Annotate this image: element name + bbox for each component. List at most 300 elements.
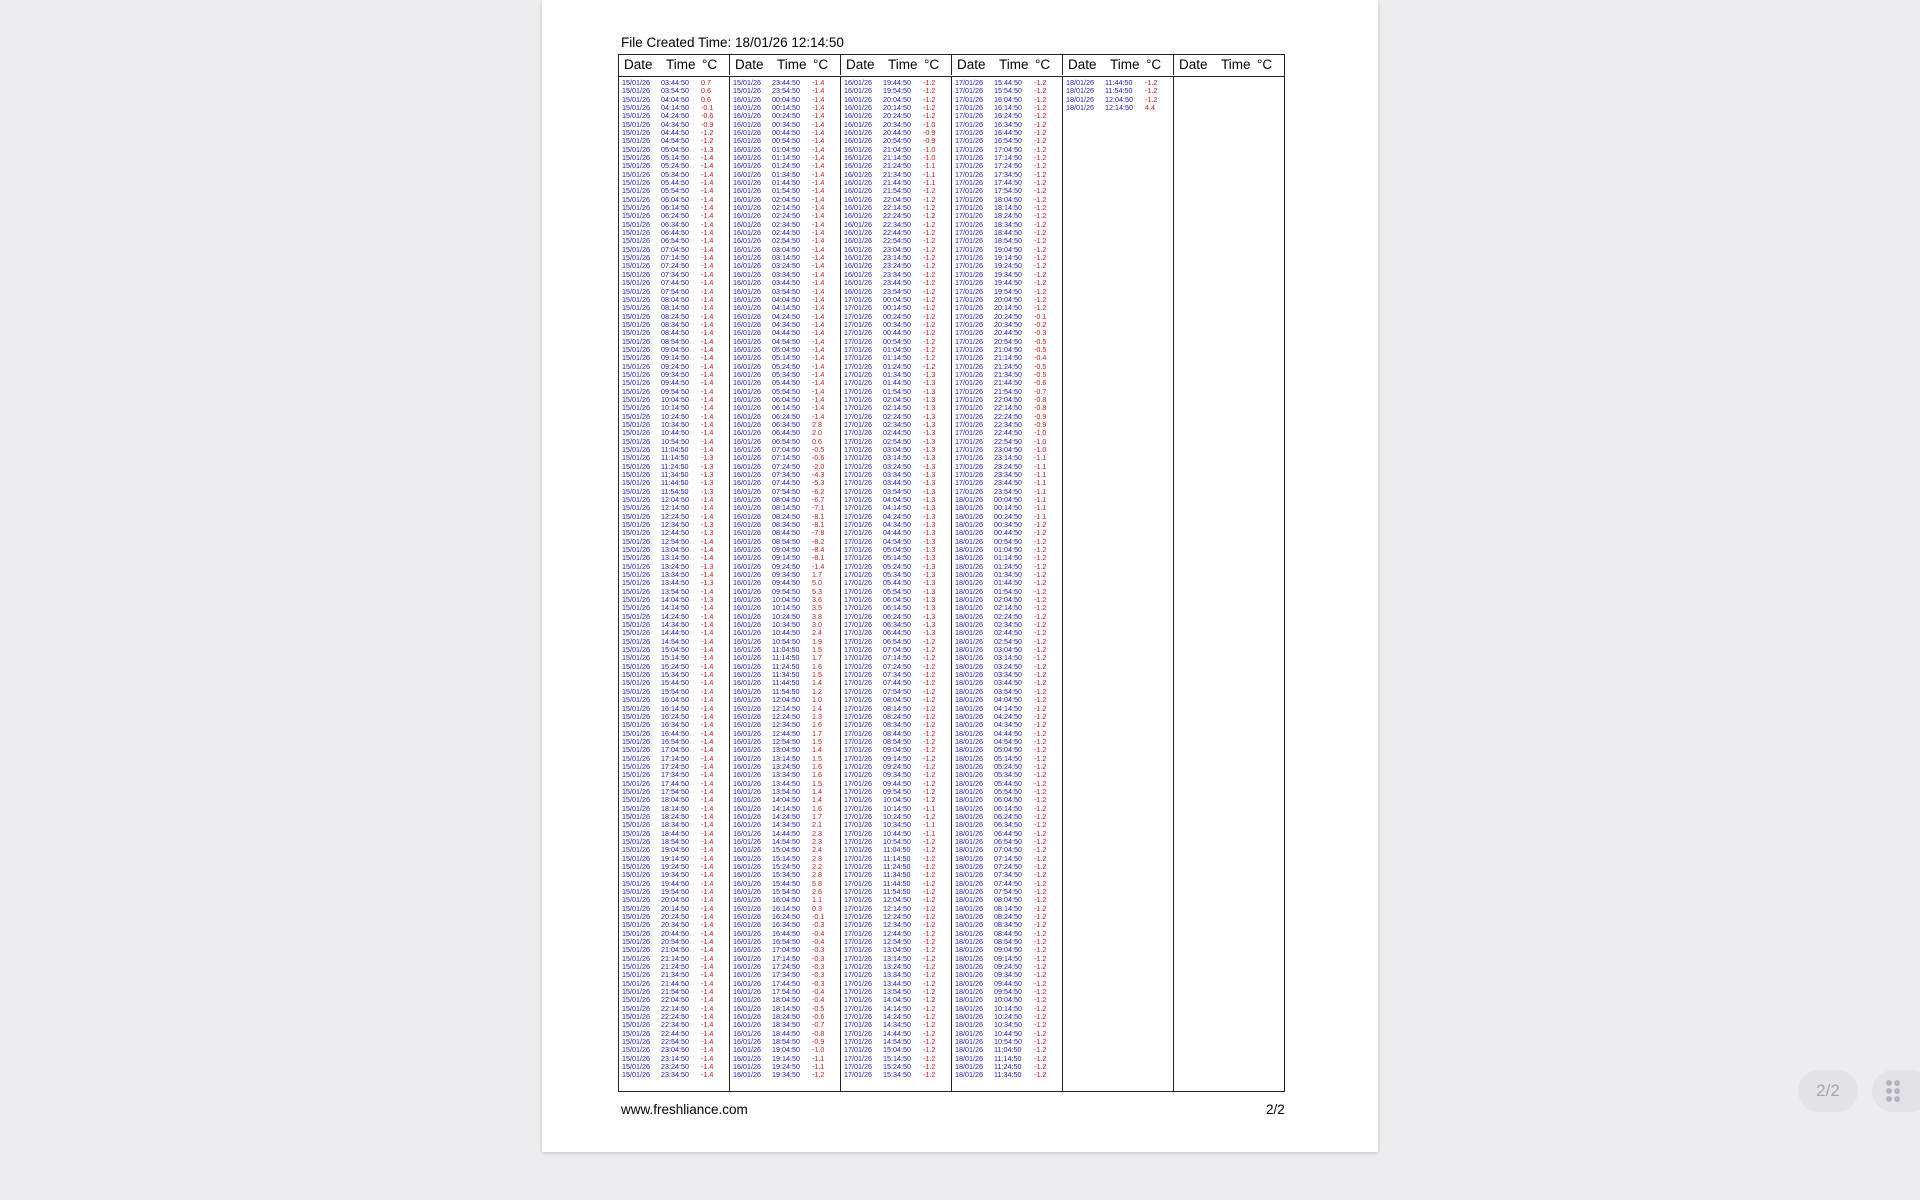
temperature-cell: -1.2 [923, 303, 936, 313]
time-cell: 14:34:50 [883, 1020, 911, 1030]
time-cell: 20:54:50 [994, 336, 1022, 346]
time-cell: 05:44:50 [661, 178, 689, 188]
date-cell: 15/01/26 [622, 528, 650, 538]
date-cell: 16/01/26 [733, 378, 761, 388]
temperature-cell: -0.5 [1034, 369, 1047, 379]
temperature-cell: -1.4 [701, 1062, 714, 1072]
temperature-cell: -1.2 [923, 670, 936, 680]
temperature-cell: -6.7 [812, 495, 825, 504]
temperature-cell: -1.3 [923, 595, 936, 605]
date-cell: 15/01/26 [622, 294, 650, 304]
date-cell: 16/01/26 [844, 78, 872, 87]
temperature-cell: -2.0 [812, 461, 825, 471]
date-cell: 16/01/26 [733, 344, 761, 354]
date-cell: 17/01/26 [844, 761, 872, 771]
temperature-cell: -1.1 [812, 1062, 825, 1072]
time-cell: 03:04:50 [772, 244, 800, 254]
time-cell: 16:34:50 [772, 920, 800, 930]
temperature-cell: -1.2 [1034, 753, 1047, 763]
temperature-cell: -1.3 [701, 469, 714, 479]
date-cell: 17/01/26 [955, 86, 983, 96]
time-cell: 09:14:50 [661, 353, 689, 363]
temperature-cell: -1.2 [1034, 194, 1047, 204]
date-cell: 18/01/26 [955, 903, 983, 913]
date-cell: 15/01/26 [622, 278, 650, 288]
time-cell: 12:34:50 [883, 920, 911, 930]
temperature-cell: -1.4 [701, 1003, 714, 1013]
time-cell: 18:24:50 [772, 1012, 800, 1022]
date-cell: 16/01/26 [844, 111, 872, 121]
date-cell: 18/01/26 [955, 595, 983, 605]
time-cell: 01:44:50 [994, 578, 1022, 588]
date-cell: 16/01/26 [733, 1045, 761, 1055]
temperature-cell: -1.3 [923, 444, 936, 454]
temperature-cell: -1.4 [812, 311, 825, 321]
date-cell: 16/01/26 [844, 219, 872, 229]
date-cell: 15/01/26 [622, 711, 650, 721]
time-cell: 04:34:50 [883, 520, 911, 530]
temperature-cell: -1.0 [923, 144, 936, 154]
temperature-cell: -1.2 [923, 194, 936, 204]
time-cell: 19:34:50 [661, 870, 689, 880]
temperature-cell: -1.4 [701, 253, 714, 263]
temperature-cell: -0.7 [812, 1020, 825, 1030]
time-cell: 02:54:50 [772, 236, 800, 246]
temperature-cell: -0.4 [812, 937, 825, 947]
temperature-cell: -1.2 [1034, 186, 1047, 196]
temperature-cell: -1.2 [1034, 103, 1047, 113]
date-cell: 15/01/26 [622, 1028, 650, 1038]
temperature-cell: -1.4 [701, 503, 714, 513]
temperature-cell: -1.2 [1034, 570, 1047, 580]
temperature-cell: -1.4 [701, 878, 714, 888]
time-cell: 12:14:50 [883, 903, 911, 913]
date-cell: 16/01/26 [733, 436, 761, 446]
time-cell: 13:54:50 [661, 586, 689, 596]
time-cell: 11:04:50 [772, 645, 800, 655]
temperature-cell: -0.5 [812, 1003, 825, 1013]
date-cell: 17/01/26 [955, 486, 983, 496]
temperature-cell: 1.7 [812, 728, 822, 738]
date-cell: 16/01/26 [733, 294, 761, 304]
date-cell: 16/01/26 [733, 94, 761, 104]
temperature-cell: -1.4 [812, 78, 825, 87]
date-cell: 15/01/26 [622, 319, 650, 329]
temperature-cell: -1.2 [923, 278, 936, 288]
time-cell: 13:24:50 [661, 561, 689, 571]
date-cell: 15/01/26 [622, 786, 650, 796]
time-cell: 15:14:50 [883, 1053, 911, 1063]
temperature-cell: -1.2 [923, 728, 936, 738]
temperature-cell: -1.4 [701, 611, 714, 621]
temperature-cell: -1.2 [1034, 953, 1047, 963]
temperature-cell: -0.5 [1034, 344, 1047, 354]
temperature-cell: -1.4 [701, 161, 714, 171]
time-cell: 21:24:50 [994, 361, 1022, 371]
temperature-cell: 2.0 [812, 428, 822, 438]
drag-handle-icon[interactable] [1872, 1070, 1920, 1112]
date-cell: 18/01/26 [955, 528, 983, 538]
time-cell: 08:54:50 [661, 336, 689, 346]
temperature-cell: -1.4 [812, 194, 825, 204]
date-cell: 16/01/26 [733, 645, 761, 655]
temperature-cell: -1.2 [1034, 136, 1047, 146]
date-cell: 15/01/26 [622, 770, 650, 780]
temperature-cell: -1.2 [923, 1012, 936, 1022]
time-cell: 05:14:50 [772, 353, 800, 363]
time-cell: 06:04:50 [772, 394, 800, 404]
temperature-cell: -1.3 [923, 603, 936, 613]
temperature-cell: -1.2 [1034, 970, 1047, 980]
time-cell: 10:24:50 [883, 811, 911, 821]
date-cell: 17/01/26 [844, 845, 872, 855]
date-cell: 15/01/26 [733, 86, 761, 96]
time-cell: 03:14:50 [994, 653, 1022, 663]
header-time: Time [888, 57, 918, 72]
date-cell: 16/01/26 [733, 311, 761, 321]
temperature-cell: -1.4 [812, 561, 825, 571]
temperature-cell: -0.5 [1034, 361, 1047, 371]
date-cell: 16/01/26 [733, 753, 761, 763]
date-cell: 18/01/26 [955, 686, 983, 696]
date-cell: 17/01/26 [844, 511, 872, 521]
date-cell: 17/01/26 [955, 269, 983, 279]
date-cell: 15/01/26 [733, 78, 761, 87]
temperature-cell: -1.4 [701, 178, 714, 188]
temperature-cell: -1.2 [1034, 286, 1047, 296]
date-cell: 16/01/26 [733, 695, 761, 705]
temperature-cell: -1.4 [812, 353, 825, 363]
date-cell: 18/01/26 [955, 811, 983, 821]
temperature-cell: -1.2 [923, 895, 936, 905]
date-cell: 17/01/26 [955, 319, 983, 329]
date-cell: 16/01/26 [733, 203, 761, 213]
date-cell: 16/01/26 [733, 403, 761, 413]
time-cell: 11:24:50 [772, 661, 800, 671]
temperature-cell: -1.4 [701, 836, 714, 846]
temperature-cell: -1.4 [812, 411, 825, 421]
date-cell: 18/01/26 [955, 795, 983, 805]
temperature-cell: -1.2 [1034, 278, 1047, 288]
temperature-cell: -1.2 [1034, 294, 1047, 304]
time-cell: 04:54:50 [772, 336, 800, 346]
temperature-cell: -1.2 [1034, 686, 1047, 696]
date-cell: 15/01/26 [622, 186, 650, 196]
temperature-cell: -1.3 [923, 411, 936, 421]
time-cell: 11:14:50 [883, 853, 911, 863]
time-cell: 18:34:50 [994, 219, 1022, 229]
temperature-cell: -0.4 [812, 987, 825, 997]
date-cell: 15/01/26 [622, 845, 650, 855]
header-time: Time [666, 57, 696, 72]
grip-dot [1886, 1096, 1892, 1102]
date-cell: 17/01/26 [844, 586, 872, 596]
temperature-cell: -1.2 [1034, 219, 1047, 229]
time-cell: 13:54:50 [772, 786, 800, 796]
time-cell: 05:04:50 [661, 144, 689, 154]
date-cell: 17/01/26 [955, 353, 983, 363]
temperature-cell: -1.4 [812, 186, 825, 196]
date-cell: 15/01/26 [622, 570, 650, 580]
date-cell: 17/01/26 [844, 294, 872, 304]
date-cell: 17/01/26 [955, 244, 983, 254]
temperature-cell: -1.2 [1034, 770, 1047, 780]
time-cell: 11:24:50 [994, 1062, 1022, 1072]
date-cell: 17/01/26 [844, 928, 872, 938]
date-cell: 16/01/26 [844, 286, 872, 296]
date-cell: 15/01/26 [622, 269, 650, 279]
time-cell: 15:34:50 [661, 670, 689, 680]
date-cell: 17/01/26 [844, 436, 872, 446]
time-cell: 08:54:50 [883, 736, 911, 746]
temperature-cell: -1.3 [923, 503, 936, 513]
date-cell: 18/01/26 [955, 553, 983, 563]
temperature-cell: -1.2 [923, 853, 936, 863]
date-cell: 17/01/26 [844, 1020, 872, 1030]
date-cell: 18/01/26 [955, 836, 983, 846]
time-cell: 07:04:50 [661, 244, 689, 254]
time-cell: 11:34:50 [772, 670, 800, 680]
time-cell: 19:14:50 [994, 253, 1022, 263]
time-cell: 17:24:50 [994, 161, 1022, 171]
temperature-cell: -1.3 [923, 586, 936, 596]
date-cell: 17/01/26 [955, 261, 983, 271]
temperature-cell: 0.6 [701, 86, 711, 96]
date-cell: 17/01/26 [844, 920, 872, 930]
date-cell: 17/01/26 [844, 319, 872, 329]
temperature-cell: -1.3 [923, 394, 936, 404]
temperature-cell: -1.2 [1034, 987, 1047, 997]
date-cell: 17/01/26 [955, 428, 983, 438]
time-cell: 02:44:50 [994, 628, 1022, 638]
time-cell: 06:14:50 [994, 803, 1022, 813]
date-cell: 18/01/26 [955, 953, 983, 963]
date-cell: 16/01/26 [844, 211, 872, 221]
time-cell: 19:04:50 [772, 1045, 800, 1055]
time-cell: 08:04:50 [661, 294, 689, 304]
temperature-cell: -0.6 [1034, 378, 1047, 388]
temperature-cell: -1.2 [923, 937, 936, 947]
time-cell: 17:14:50 [994, 153, 1022, 163]
header-date: Date [846, 57, 875, 72]
temperature-cell: -1.2 [1034, 870, 1047, 880]
temperature-cell: 2.1 [812, 820, 822, 830]
time-cell: 11:54:50 [1105, 86, 1133, 96]
time-cell: 18:54:50 [994, 236, 1022, 246]
temperature-cell: -1.4 [701, 753, 714, 763]
temperature-cell: -1.1 [923, 161, 936, 171]
date-cell: 17/01/26 [844, 786, 872, 796]
time-cell: 08:24:50 [994, 912, 1022, 921]
time-cell: 23:04:50 [883, 244, 911, 254]
temperature-cell: -1.2 [1034, 1037, 1047, 1047]
date-cell: 16/01/26 [844, 136, 872, 146]
date-cell: 15/01/26 [622, 795, 650, 805]
temperature-cell: -1.2 [1034, 1020, 1047, 1030]
time-cell: 10:14:50 [772, 603, 800, 613]
time-cell: 15:54:50 [661, 686, 689, 696]
temperature-cell: -1.1 [923, 169, 936, 179]
date-cell: 16/01/26 [733, 970, 761, 980]
time-cell: 09:44:50 [661, 378, 689, 388]
temperature-cell: -1.3 [701, 520, 714, 530]
temperature-cell: -1.2 [923, 1053, 936, 1063]
date-cell: 15/01/26 [622, 103, 650, 113]
temperature-cell: -1.4 [701, 970, 714, 980]
temperature-cell: -1.4 [701, 686, 714, 696]
date-cell: 17/01/26 [844, 945, 872, 955]
header-date: Date [1068, 57, 1097, 72]
time-cell: 02:24:50 [994, 611, 1022, 621]
time-cell: 19:44:50 [661, 878, 689, 888]
temperature-cell: -0.6 [812, 1012, 825, 1022]
temperature-cell: 0.7 [701, 78, 711, 87]
temperature-cell: -0.6 [701, 111, 714, 121]
temperature-cell: -1.4 [701, 953, 714, 963]
time-cell: 14:54:50 [883, 1037, 911, 1047]
date-cell: 17/01/26 [844, 778, 872, 788]
time-cell: 13:54:50 [883, 987, 911, 997]
temperature-cell: -8.4 [812, 545, 825, 555]
time-cell: 15:54:50 [772, 886, 800, 896]
date-cell: 16/01/26 [733, 486, 761, 496]
date-cell: 15/01/26 [622, 411, 650, 421]
temperature-cell: -1.4 [701, 820, 714, 830]
date-cell: 16/01/26 [844, 86, 872, 96]
temperature-cell: -1.2 [1034, 269, 1047, 279]
time-cell: 07:54:50 [883, 686, 911, 696]
date-cell: 18/01/26 [955, 545, 983, 555]
temperature-cell: -1.3 [701, 561, 714, 571]
time-cell: 20:04:50 [661, 895, 689, 905]
date-cell: 17/01/26 [955, 361, 983, 371]
date-cell: 17/01/26 [844, 561, 872, 571]
temperature-cell: -1.4 [812, 169, 825, 179]
date-cell: 15/01/26 [622, 478, 650, 488]
time-cell: 05:24:50 [661, 161, 689, 171]
time-cell: 18:04:50 [994, 194, 1022, 204]
temperature-cell: -1.4 [812, 161, 825, 171]
date-cell: 18/01/26 [955, 937, 983, 947]
time-cell: 22:44:50 [994, 428, 1022, 438]
date-cell: 16/01/26 [733, 670, 761, 680]
page-indicator[interactable]: 2/2 [1798, 1070, 1858, 1112]
time-cell: 20:34:50 [994, 319, 1022, 329]
temperature-cell: -1.4 [701, 845, 714, 855]
temperature-cell: -1.4 [812, 136, 825, 146]
date-cell: 16/01/26 [733, 520, 761, 530]
date-cell: 16/01/26 [733, 186, 761, 196]
temperature-cell: -0.4 [812, 928, 825, 938]
temperature-cell: -1.2 [923, 886, 936, 896]
temperature-cell: 5.0 [812, 578, 822, 588]
time-cell: 12:24:50 [772, 711, 800, 721]
time-cell: 13:14:50 [883, 953, 911, 963]
temperature-cell: -0.1 [812, 912, 825, 921]
time-cell: 21:14:50 [994, 353, 1022, 363]
date-cell: 17/01/26 [844, 419, 872, 429]
date-cell: 16/01/26 [844, 169, 872, 179]
date-cell: 15/01/26 [622, 111, 650, 121]
temperature-cell: -1.4 [812, 86, 825, 96]
time-cell: 00:34:50 [883, 319, 911, 329]
temperature-cell: -1.3 [923, 486, 936, 496]
date-cell: 16/01/26 [733, 353, 761, 363]
date-cell: 16/01/26 [733, 603, 761, 613]
time-cell: 11:54:50 [661, 486, 689, 496]
temperature-cell: -1.4 [812, 386, 825, 396]
time-cell: 08:44:50 [772, 528, 800, 538]
temperature-cell: -4.3 [812, 469, 825, 479]
time-cell: 00:14:50 [883, 303, 911, 313]
date-cell: 15/01/26 [622, 728, 650, 738]
time-cell: 01:54:50 [994, 586, 1022, 596]
time-cell: 13:44:50 [772, 778, 800, 788]
date-cell: 18/01/26 [955, 978, 983, 988]
time-cell: 04:24:50 [883, 511, 911, 521]
date-cell: 15/01/26 [622, 653, 650, 663]
date-cell: 18/01/26 [955, 1003, 983, 1013]
date-cell: 15/01/26 [622, 1020, 650, 1030]
date-cell: 17/01/26 [844, 570, 872, 580]
date-cell: 15/01/26 [622, 461, 650, 471]
time-cell: 01:34:50 [883, 369, 911, 379]
time-cell: 12:54:50 [883, 937, 911, 947]
temperature-cell: -1.2 [923, 836, 936, 846]
time-cell: 22:14:50 [994, 403, 1022, 413]
time-cell: 21:54:50 [883, 186, 911, 196]
header-time: Time [777, 57, 807, 72]
date-cell: 15/01/26 [622, 670, 650, 680]
temperature-cell: -1.2 [1034, 94, 1047, 104]
time-cell: 01:34:50 [994, 570, 1022, 580]
date-cell: 17/01/26 [844, 553, 872, 563]
time-cell: 10:24:50 [994, 1012, 1022, 1022]
temperature-cell: -1.4 [812, 336, 825, 346]
date-cell: 15/01/26 [622, 253, 650, 263]
time-cell: 05:44:50 [883, 578, 911, 588]
date-cell: 18/01/26 [955, 728, 983, 738]
temperature-cell: 1.7 [812, 811, 822, 821]
date-cell: 16/01/26 [733, 503, 761, 513]
time-cell: 22:24:50 [994, 411, 1022, 421]
date-cell: 16/01/26 [844, 178, 872, 188]
time-cell: 04:44:50 [772, 328, 800, 338]
time-cell: 16:04:50 [994, 94, 1022, 104]
footer-page-number: 2/2 [1266, 1102, 1285, 1117]
date-cell: 16/01/26 [733, 745, 761, 755]
time-cell: 14:14:50 [661, 603, 689, 613]
date-cell: 17/01/26 [955, 211, 983, 221]
time-cell: 08:24:50 [772, 511, 800, 521]
date-cell: 16/01/26 [733, 561, 761, 571]
temperature-cell: -1.2 [923, 236, 936, 246]
temperature-cell: -1.2 [1034, 603, 1047, 613]
date-cell: 17/01/26 [955, 311, 983, 321]
temperature-cell: -1.2 [1034, 761, 1047, 771]
time-cell: 15:44:50 [994, 78, 1022, 87]
time-cell: 03:14:50 [772, 253, 800, 263]
time-cell: 06:34:50 [772, 419, 800, 429]
time-cell: 01:24:50 [994, 561, 1022, 571]
time-cell: 16:14:50 [772, 903, 800, 913]
time-cell: 15:34:50 [772, 870, 800, 880]
time-cell: 08:04:50 [994, 895, 1022, 905]
time-cell: 01:14:50 [883, 353, 911, 363]
temperature-cell: -0.8 [1034, 403, 1047, 413]
time-cell: 21:04:50 [883, 144, 911, 154]
temperature-cell: -1.2 [1034, 853, 1047, 863]
